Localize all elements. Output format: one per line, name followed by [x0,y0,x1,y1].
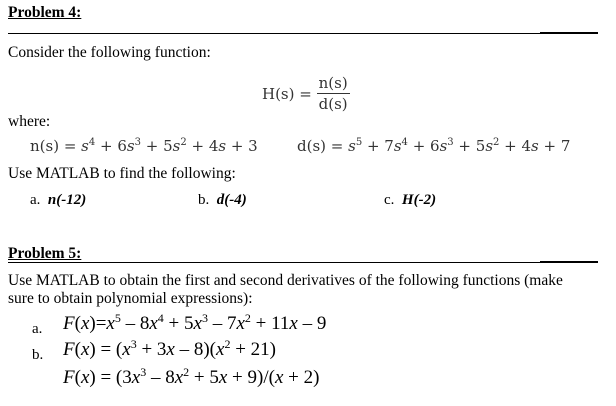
d-polynomial: $d(s) = s^5 + 7s^4 + 6s^3 + 5s^2 + 4s + 7$ [297,137,571,155]
part-a [30,192,86,209]
problem-4-intro: Consider the following function: [8,44,211,61]
d-lhs: d(s) = [297,137,349,155]
function-a: $F(x)=x^5 - 8x^4 + 5x^3 - 7x^2 + 11x - 9$ [63,311,327,334]
item-b-label: b. [32,347,44,363]
problem-5-instruction-line-1: Use MATLAB to obtain the first and second derivatives of the following functions (make [8,272,563,289]
part-b-expr: d(-4) [216,192,247,208]
transfer-fraction [317,74,350,113]
problem-4-divider-end [540,32,598,34]
transfer-function [262,74,350,113]
problem-4-heading: Problem 4: [8,4,82,21]
problem-5-heading: Problem 5: [8,245,82,262]
transfer-denominator: d(s) [318,95,348,113]
part-c-label: c. [384,192,395,208]
part-a-expr: n(-12) [47,192,87,208]
part-b-label: b. [198,192,210,208]
problem-5-divider [8,262,598,263]
problem-4-divider [8,33,598,34]
item-a-label: a. [32,321,43,337]
transfer-numerator: n(s) [318,74,348,92]
function-b: $F(x) = (x^3 + 3x - 8)(x^2 + 21)$ [63,337,276,360]
function-b-second: $F(x) = (3x^3 - 8x^2 + 5x + 9)/(x + 2)$ [63,365,320,388]
part-b [198,192,247,209]
part-a-label: a. [30,192,41,208]
where-label: where: [8,113,51,130]
transfer-lhs: H(s) = [262,84,312,103]
problem-5-divider-end [540,261,598,263]
part-c [384,192,436,209]
part-c-expr: H(-2) [401,192,437,208]
n-polynomial: $n(s) = s^4 + 6s^3 + 5s^2 + 4s + 3$ [30,137,258,155]
n-lhs: n(s) = [30,137,82,155]
problem-5-instruction-line-2: sure to obtain polynomial expressions): [8,290,253,307]
use-matlab-instruction: Use MATLAB to find the following: [8,165,236,182]
